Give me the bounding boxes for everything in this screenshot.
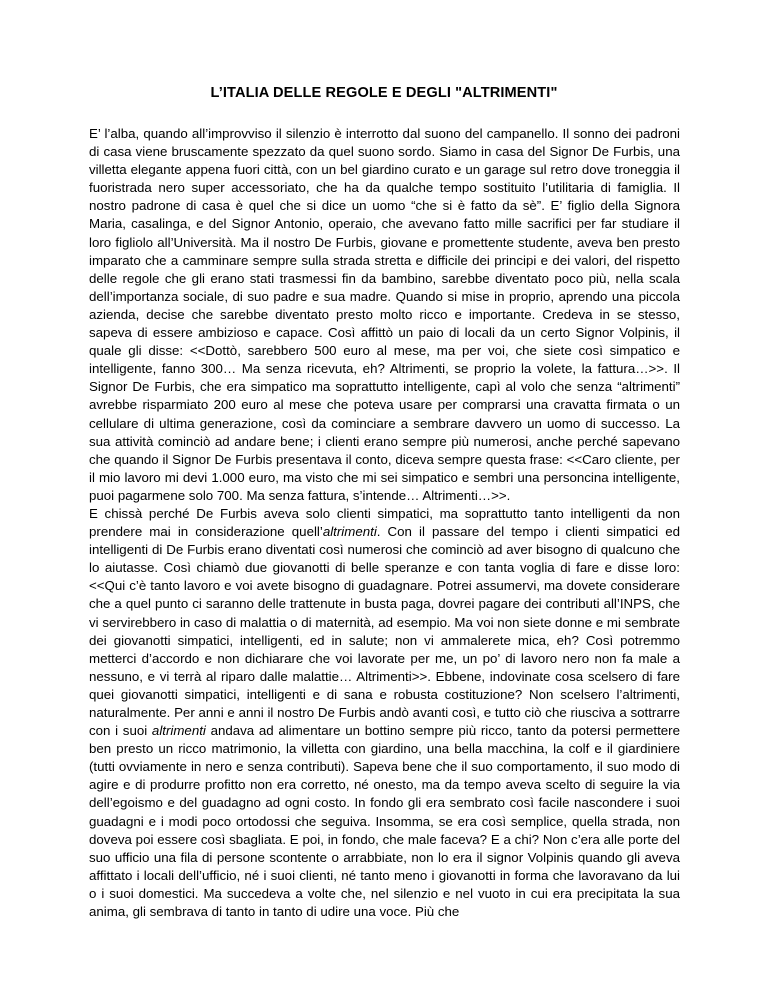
document-body [89,125,680,921]
text-run: . Con il passare del tempo i clienti simpatici ed intelligenti di De Furbis erano diventati così numerosi che cominciò ad aver bisogno di qualcuno che lo aiutasse. Così chiamò due giovanotti di belle speranze e con tanta voglia di fare e disse loro: <<Qui c’è tanto lavoro e voi avete bisogno di guadagnare. Potrei assumervi, ma dovete considerare che a quel punto ci saranno delle trattenute in busta paga, dovrei pagare dei contributi all’INPS, che vi servirebbero in caso di malattia o di maternità, ad esempio. Ma voi non siete donne e mi sembrate dei giovanotti simpatici, intelligenti, ed in salute; non vi ammalerete mica, eh? Così potremmo metterci d’accordo e non dichiarare che voi lavorate per me, un po’ di lavoro nero non fa male a nessuno, e vi terrà al riparo dalle malattie… Altrimenti>>. Ebbene, indovinate cosa scelsero di fare quei giovanotti simpatici, intelligenti e di sana e robusta costituzione? Non scelsero l’altrimenti, naturalmente. Per anni e anni il nostro De Furbis andò avanti così, e tutto ciò che riusciva a sottrarre con i suoi [89,524,680,739]
document-title: L’ITALIA DELLE REGOLE E DEGLI "ALTRIMENTI" [210,85,558,101]
italic-text: altrimenti [151,723,206,739]
italic-text: altrimenti [322,524,377,540]
paragraph [89,505,680,921]
text-run: andava ad alimentare un bottino sempre più ricco, tanto da potersi permettere ben presto un ricco matrimonio, la villetta con giardino, una bella macchina, la colf e il giardiniere (tutti ovviamente in nero e senza contributi). Sapeva bene che il suo comportamento, il suo modo di agire e di produrre profitto non era corretto, né onesto, ma da tempo aveva scelto di seguire la via dell’egoismo e del guadagno ad ogni costo. In fondo gli era sembrato così facile nascondere i suoi guadagni e i modi poco ortodossi che seguiva. Insomma, se era così semplice, quella strada, non doveva poi essere così sbagliata. E poi, in fondo, che male faceva? E a chi? Non c’era alle porte del suo ufficio una fila di persone scontente o arrabbiate, non lo era il signor Volpinis quando gli aveva affittato i locali dell’ufficio, né i suoi clienti, né tanto meno i giovanotti in forma che lavoravano da lui o i suoi domestici. Ma succedeva a volte che, nel silenzio e nel vuoto in cui era precipitata la sua anima, gli sembrava di tanto in tanto di udire una voce. Più che [89,723,681,920]
text-run: E chissà perché De Furbis aveva solo clienti simpatici, ma soprattutto tanto intelligenti da non prendere mai in considerazione quell’ [89,505,680,540]
paragraph: E’ l’alba, quando all’improvviso il silenzio è interrotto dal suono del campanello. Il sonno dei padroni di casa viene bruscamente spezzato da quel suono sordo. Siamo in casa del Signor De Furbis, una villetta elegante appena fuori città, con un bel giardino curato e un garage sul retro dove troneggia il fuoristrada nero super accessoriato, che ha da qualche tempo sostituito l’utilitaria di famiglia. Il nostro padrone di casa è quel che si dice un uomo “che si è fatto da sè”. E’ figlio della Signora Maria, casalinga, e del Signor Antonio, operaio, che avevano fatto mille sacrifici per far studiare il loro figliolo all’Università. Ma il nostro De Furbis, giovane e promettente studente, aveva ben presto imparato che a camminare sempre sulla strada stretta e difficile dei principi e dei valori, del rispetto delle regole che gli erano stati trasmessi fin da bambino, sarebbe diventato poco più, nella scala dell’importanza sociale, di suo padre e sua madre. Quando si mise in proprio, aprendo una piccola azienda, decise che sarebbe diventato presto molto ricco e importante. Credeva in se stesso, sapeva di essere ambizioso e capace. Così affittò un paio di locali da un certo Signor Volpinis, il quale gli disse: <<Dottò, sarebbero 500 euro al mese, ma per voi, che siete così simpatico e intelligente, fanno 300… Ma senza ricevuta, eh? Altrimenti, se proprio la volete, la fattura…>>. Il Signor De Furbis, che era simpatico ma soprattutto intelligente, capì al volo che senza “altrimenti” avrebbe risparmiato 200 euro al mese che poteva usare per comprarsi una cravatta firmata o un cellulare di ultima generazione, così da cominciare a sembrare davvero un uomo di successo. La sua attività cominciò ad andare bene; i clienti erano sempre più numerosi, anche perché sapevano che quando il Signor De Furbis presentava il conto, diceva sempre questa frase: <<Caro cliente, per il mio lavoro mi devi 1.000 euro, ma visto che mi sei simpatico e sembri una personcina intelligente, puoi pagarmene solo 700. Ma senza fattura, s’intende… Altrimenti…>>. [89,126,680,503]
